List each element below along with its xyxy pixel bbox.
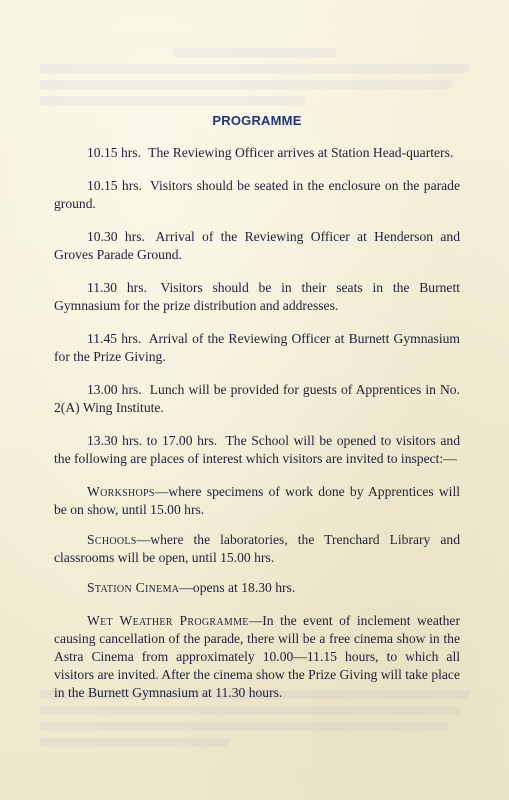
place-text: —opens at 18.30 hrs.: [179, 580, 296, 595]
item-time: 13.30 hrs. to 17.00 hrs.: [87, 433, 218, 448]
programme-item: [54, 381, 460, 417]
item-time: 10.15 hrs.: [87, 178, 142, 193]
place-name: Workshops: [87, 484, 155, 499]
item-text: Arrival of the Reviewing Officer at Burnett Gymnasium for the Prize Giving.: [54, 331, 460, 364]
item-time: 11.30 hrs.: [87, 280, 147, 295]
programme-item: [54, 432, 460, 468]
wet-weather-text: —In the event of inclement weather causing cancellation of the parade, there will be a free cinema show in the Astra Cinema from approximately 10.00—11.15 hours, to which all visitors are invited. After the cinema show the Prize Giving will take place in the Burnett Gymnasium at 11.30 hours.: [54, 613, 460, 700]
item-time: 10.15 hrs.: [87, 145, 141, 160]
programme-item: [54, 330, 460, 366]
item-text: Arrival of the Reviewing Officer at Henderson and Groves Parade Ground.: [54, 229, 460, 262]
place-of-interest: [54, 531, 460, 567]
item-time: 13.00 hrs.: [87, 382, 142, 397]
programme-item: [54, 144, 460, 162]
item-text: Visitors should be seated in the enclosure on the parade ground.: [54, 178, 461, 211]
item-text: Lunch will be provided for guests of Apprentices in No. 2(A) Wing Institute.: [54, 382, 460, 415]
item-text: The Reviewing Officer arrives at Station Head-quarters.: [148, 145, 454, 160]
place-name: Schools: [87, 532, 137, 547]
item-time: 10.30 hrs.: [87, 229, 145, 244]
programme-content: [54, 112, 460, 717]
place-of-interest: [54, 483, 460, 519]
item-text: Visitors should be in their seats in the Burnett Gymnasium for the prize distribution and addresses.: [54, 280, 460, 313]
item-text: The School will be opened to visitors and the following are places of interest which visitors are invited to inspect:—: [54, 433, 460, 466]
page-title: PROGRAMME: [212, 113, 302, 128]
programme-item: [54, 279, 460, 315]
place-text: —where the laboratories, the Trenchard Library and classrooms will be open, until 15.00 hrs.: [54, 532, 460, 565]
wet-weather-programme: [54, 612, 460, 702]
programme-item: [54, 177, 460, 213]
wet-weather-heading: Wet Weather Programme: [87, 613, 249, 628]
item-time: 11.45 hrs.: [87, 331, 142, 346]
programme-item: [54, 228, 460, 264]
place-text: —where specimens of work done by Apprentices will be on show, until 15.00 hrs.: [54, 484, 460, 517]
place-of-interest: [54, 579, 460, 597]
place-name: Station Cinema: [87, 580, 180, 595]
show-through-top: [40, 48, 469, 112]
